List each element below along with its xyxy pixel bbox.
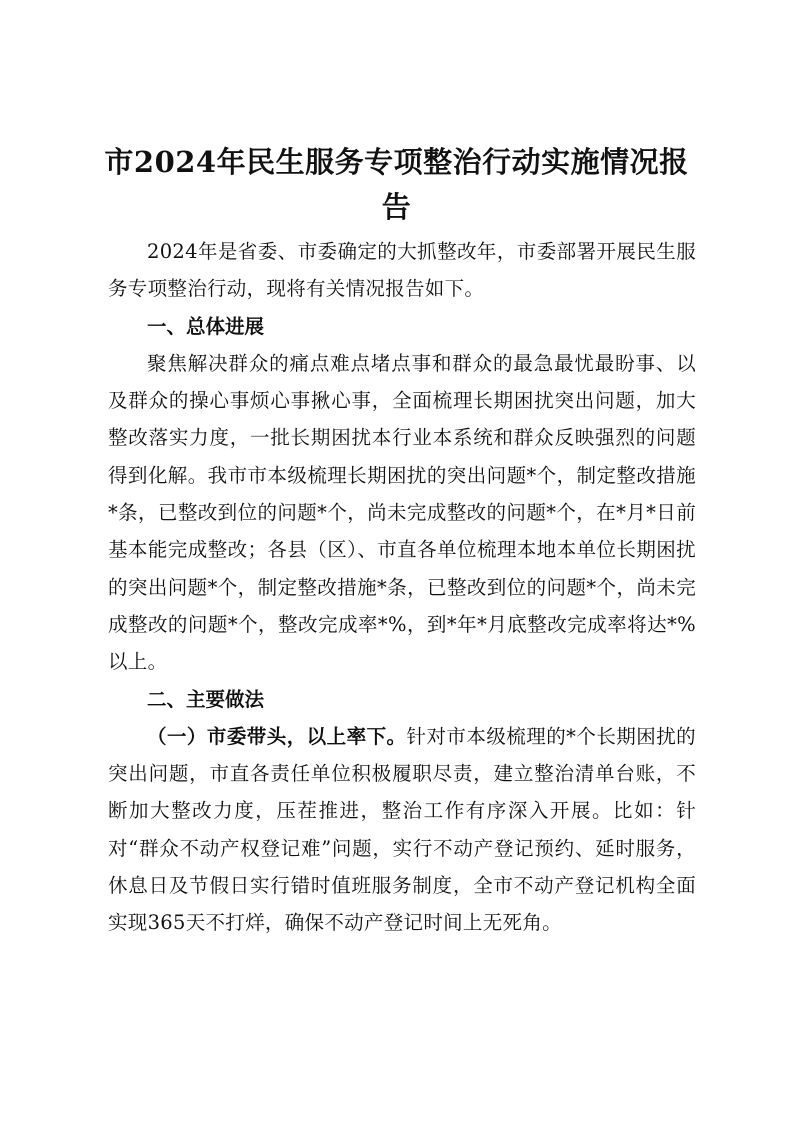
overall-progress-paragraph: 聚焦解决群众的痛点难点堵点事和群众的最急最忧最盼事、以及群众的操心事烦心事揪心事，全面梳理长期困扰突出问题，加大整改落实力度，一批长期困扰本行业本系统和群众反映强烈的问题得到化解。我市市本级梳理长期困扰的突出问题*个，制定整改措施*条，已整改到位的问题*个，尚未完成整改的问题*个，在*月*日前基本能完成整改；各县（区）、市直各单位梳理本地本单位长期困扰的突出问题*个，制定整改措施*条，已整改到位的问题*个，尚未完成整改的问题*个，整改完成率*%，到*年*月底整改完成率将达*%以上。 [108,351,696,674]
section-heading-main-practices: 二、主要做法 [147,687,265,711]
section-heading-overall-progress: 一、总体进展 [147,314,265,338]
document-body [108,233,696,942]
intro-paragraph: 2024年是省委、市委确定的大抓整改年，市委部署开展民生服务专项整治行动，现将有关情况报告如下。 [108,240,696,301]
subsection-lead: （一）市委带头，以上率下。 [147,724,407,748]
main-practices-paragraph [108,718,696,942]
subsection-text: 针对市本级梳理的*个长期困扰的突出问题，市直各责任单位积极履职尽责，建立整治清单台账，不断加大整改力度，压茬推进，整治工作有序深入开展。比如：针对“群众不动产权登记难”问题，实行不动产登记预约、延时服务，休息日及节假日实行错时值班服务制度，全市不动产登记机构全面实现365天不打烊，确保不动产登记时间上无死角。 [108,724,696,935]
document-title: 市2024年民生服务专项整治行动实施情况报告 [104,145,689,224]
